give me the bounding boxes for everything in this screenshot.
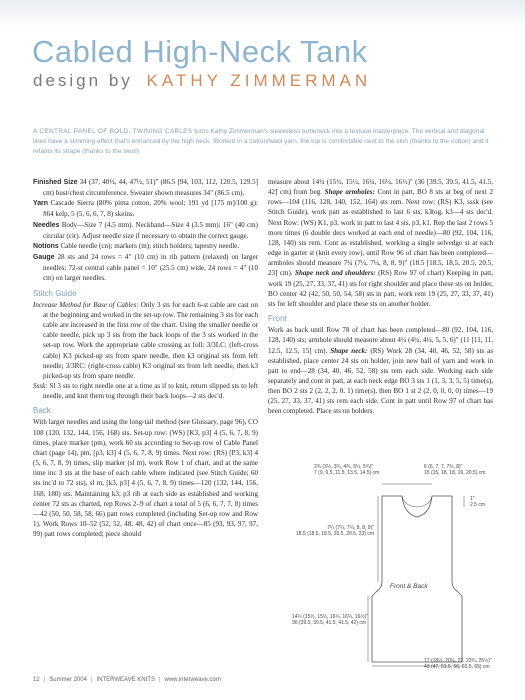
neck-depth-measurement: 1" 2.5 cm xyxy=(470,496,486,509)
armhole-instructions: measure about 14¼ (15½, 15½, 16¼, 16¼, 16½)" (36 [39.5, 39.5, 41.5, 41.5, 42] cm) from beg. Shape armholes: Cont in patt, BO 8 sts at beg of next 2 rows—104 (116, 128, 140, 152, 164) sts rem. Next row: (RS) K3, sssk (see Stitch Guide), work patt as established to last 6 sts, k3tog, k3—4 sts dec'd. Next Row: (WS) K1, p3, work in patt to last 4 sts, p3, k1. Rep the last 2 rows 5 more times (6 double decs worked at each end of needle)—80 (92, 104, 116, 128, 140) sts rem. Cont as established, working a single selvedge st at each edge in garter st (knit every row), until Row 96 of chart has been completed—armholes should measure 7¼ (7¼, 7¼, 8, 8, 9)" (18.5 [18.5, 18.5, 20.5, 20.5, 23] cm). Shape neck and shoulders: (RS) Row 97 of chart) Keeping in patt, work 19 (25, 27, 33, 37, 41) sts for right shoulder and place these sts on holder, BO center 42 (42, 50, 50, 54, 58) sts in patt, work rem 19 (25, 27, 33, 37, 41) sts for left shoulder and place these sts on another holder. xyxy=(268,178,494,308)
left-column xyxy=(33,177,258,539)
website: www.interweave.com xyxy=(164,677,221,683)
increase-method: Increase Method for Base of Cables: Only 3 sts for each 6-st cable are cast on at the beginning and worked in the set-up row. The remaining 3 sts for each cable are increased in the first row of the chart. Using the smaller needle or cable needle, pick up 3 sts from the back loops of the 3 sts worked in the set-up row. Work the appropriate cable crossing as foll: 3/3LC: (left-cross cable) K3 picked-up sts from spare needle, then k3 original sts from left needle; 3/3RC: (right-cross cable) K3 original sts from left needle, then k3 picked-up sts from spare needle. xyxy=(33,300,258,380)
gauge: Gauge 28 sts and 24 rows = 4" (10 cm) in rib pattern (relaxed) on larger needles; 72-st central cable panel = 10" (25.5 cm) wide, 24 rows = 4" (10 cm) on larger needles. xyxy=(33,253,258,283)
side-measurement: 14¼ (15½, 15½, 16¼, 16¼, 16½)" 36 (39.5, 39.5, 41.5, 41.5, 42) cm xyxy=(292,614,368,627)
neck-measurement: 6 (6, 7, 7, 7¾, 8)" 15 (15, 18, 18, 19, 20.5) cm xyxy=(424,464,486,477)
schematic-center-label: Front & Back xyxy=(390,583,428,590)
magazine-name: INTERWEAVE KNITS xyxy=(96,677,155,683)
neckline-curve xyxy=(402,496,432,507)
front-instructions: Work as back until Row 78 of chart has been completed—80 (92, 104, 116, 128, 140) sts; armhole should measure about 4¼ (4¼, 4¼, 5, 5, 6)" (11 [11, 11, 12.5, 12.5, 15] cm). Shape neck: (RS) Work 28 (34, 40, 46, 52, 58) sts as established, place center 24 sts on holder, join new ball of yarn and work in patt to end—28 (34, 40, 46, 52, 58) sts rem each side. Working each side separately and cont in patt, at each neck edge BO 3 sts 1 (1, 3, 3, 5, 5) time(s), then BO 2 sts 2 (2, 2, 2, 0, 1) time(s), then BO 1 st 2 (2, 0, 0, 0, 0) times—19 (25, 27, 33, 37, 41) sts rem each side. Cont in patt until Row 97 of chart has been completed. Place sts on holders. xyxy=(268,326,494,416)
byline-prefix: design by xyxy=(33,71,133,90)
finished-size: Finished Size 34 (37, 40½, 44, 47½, 51)" (86.5 [94, 103, 112, 120.5, 129.5] cm) bust/chest circumference. Sweater shown measures 34" (86.5 cm). xyxy=(33,178,258,198)
page-top-band xyxy=(0,0,525,28)
shoulder-measurement: 2¾ (3½, 3¾, 4¾, 5¼, 5¾)" 7 (9, 9.5, 11.5, 13.5, 14.5) cm xyxy=(314,464,380,477)
designer-name: KATHY ZIMMERMAN xyxy=(146,71,372,90)
intro-lead: A CENTRAL PANEL OF BOLD, TWINING CABLES xyxy=(33,128,193,135)
armhole-measurement: 7¼ (7¼, 7¼, 8, 8, 9)" 18.5 (18.5, 18.5, 20.5, 20.5, 23) cm xyxy=(295,525,374,538)
page-footer: 12 | Summer 2004 | INTERWEAVE KNITS | www.interweave.com xyxy=(33,677,221,683)
notions: Notions Cable needle (cn); markers (m); stitch holders; tapestry needle. xyxy=(33,241,240,250)
schematic-diagram xyxy=(292,462,512,674)
right-column xyxy=(268,177,493,417)
page-number: 12 xyxy=(33,677,40,683)
intro-paragraph xyxy=(33,127,497,158)
back-heading: Back xyxy=(33,406,51,416)
width-measurement: 17 (18½, 20¼, 22, 23¾, 25½)" 43 (47, 51.5, 56, 60.5, 65) cm xyxy=(424,658,492,671)
issue: Summer 2004 xyxy=(49,677,87,683)
yarn: Yarn Cascade Sierra (80% pima cotton, 20% wool; 191 yd [175 m]/100 g): #64 kelp, 5 (5, 6, 6, 7, 8) skeins. xyxy=(33,199,258,219)
stitch-guide-heading: Stitch Guide xyxy=(33,288,77,298)
intro-text: turns Kathy Zimmerman's sleeveless turtleneck into a textural masterpiece. The vertical and diagonal lines have a slimming effect that's enhanced by the high neck. Worked in a cotton/wool yarn, the top is comfortable next to the skin (thanks to the cotton) and it retains its shape (thanks to the wool). xyxy=(33,128,489,156)
sssk-definition: Sssk: Sl 3 sts to right needle one at a time as if to knit, return slipped sts to left needle, and knit them tog through their back loops—2 sts dec'd. xyxy=(33,381,258,401)
tank-outline xyxy=(372,496,462,662)
pattern-title: Cabled High-Neck Tank xyxy=(32,34,368,69)
schematic-drawing xyxy=(312,462,512,674)
back-instructions: With larger needles and using the long-tail method (see Glossary, page 96), CO 108 (120, 132, 144, 156, 168) sts. Set-up row: (WS) [K3, p3] 4 (5, 6, 7, 8, 9) times, place marker (pm), work 60 sts according to Set-up row of Cable Panel chart (page 14), pm, [p3, k3] 4 (5, 6, 7, 8, 9) times. Next row: (RS) [P3, k3] 4 (5, 6, 7, 8, 9) times, slip marker (sl m), work Row 1 of chart, and at the same time inc 3 sts at the base of each cable where indicated (see Stitch Guide; 60 sts inc'd to 72 sts), sl m, [k3, p3] 4 (5, 6, 7, 8, 9) times—120 (132, 144, 156, 168, 180) sts. Maintaining k3, p3 rib at each side as established and working center 72 sts as charted, rep Rows 2–9 of chart a total of 5 (6, 6, 7, 7, 8) times—42 (50, 50, 58, 58, 66) patt rows completed (including Set-up row and Row 1). Work Rows 10–52 (52, 52, 48, 48, 42) of chart once—85 (93, 93, 97, 97, 99) patt rows completed; piece should xyxy=(33,418,258,539)
front-heading: Front xyxy=(268,314,287,324)
needles: Needles Body—Size 7 (4.5 mm). Neckband—Size 4 (3.5 mm): 16" (40 cm) circular (cir). Adjust needle size if necessary to obtain the correct gauge. xyxy=(33,220,258,240)
byline xyxy=(33,71,371,91)
